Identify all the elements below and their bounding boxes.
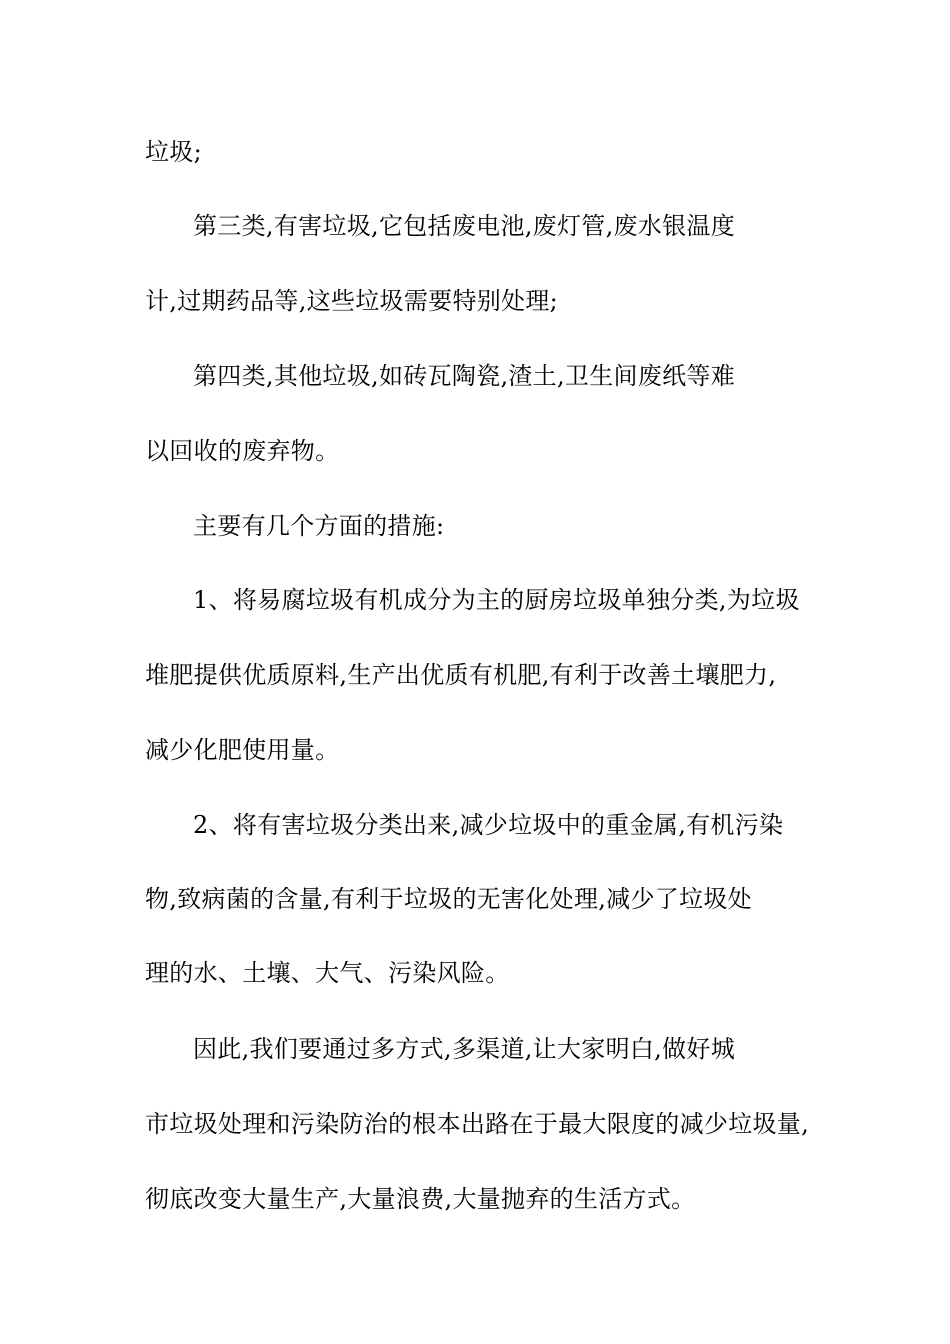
- text-line: 理的水、土壤、大气、污染风险。: [145, 959, 510, 987]
- text-line: 第四类,其他垃圾,如砖瓦陶瓷,渣土,卫生间废纸等难: [193, 362, 736, 390]
- text-line: 堆肥提供优质原料,生产出优质有机肥,有利于改善土壤肥力,: [145, 661, 777, 689]
- text-line: 1、将易腐垃圾有机成分为主的厨房垃圾单独分类,为垃圾: [193, 586, 800, 614]
- text-line: 以回收的废弃物。: [145, 437, 340, 465]
- text-line: 2、将有害垃圾分类出来,减少垃圾中的重金属,有机污染: [193, 811, 784, 839]
- text-line: 物,致病菌的含量,有利于垃圾的无害化处理,减少了垃圾处: [145, 885, 752, 913]
- text-line: 市垃圾处理和污染防治的根本出路在于最大限度的减少垃圾量,: [145, 1110, 810, 1138]
- text-line: 计,过期药品等,这些垃圾需要特别处理;: [145, 287, 559, 315]
- text-line: 主要有几个方面的措施:: [193, 512, 445, 540]
- text-line: 垃圾;: [145, 138, 202, 166]
- text-line: 第三类,有害垃圾,它包括废电池,废灯管,废水银温度: [193, 212, 736, 240]
- text-line: 彻底改变大量生产,大量浪费,大量抛弃的生活方式。: [145, 1185, 696, 1213]
- text-line: 因此,我们要通过多方式,多渠道,让大家明白,做好城: [193, 1035, 736, 1063]
- text-line: 减少化肥使用量。: [145, 736, 340, 764]
